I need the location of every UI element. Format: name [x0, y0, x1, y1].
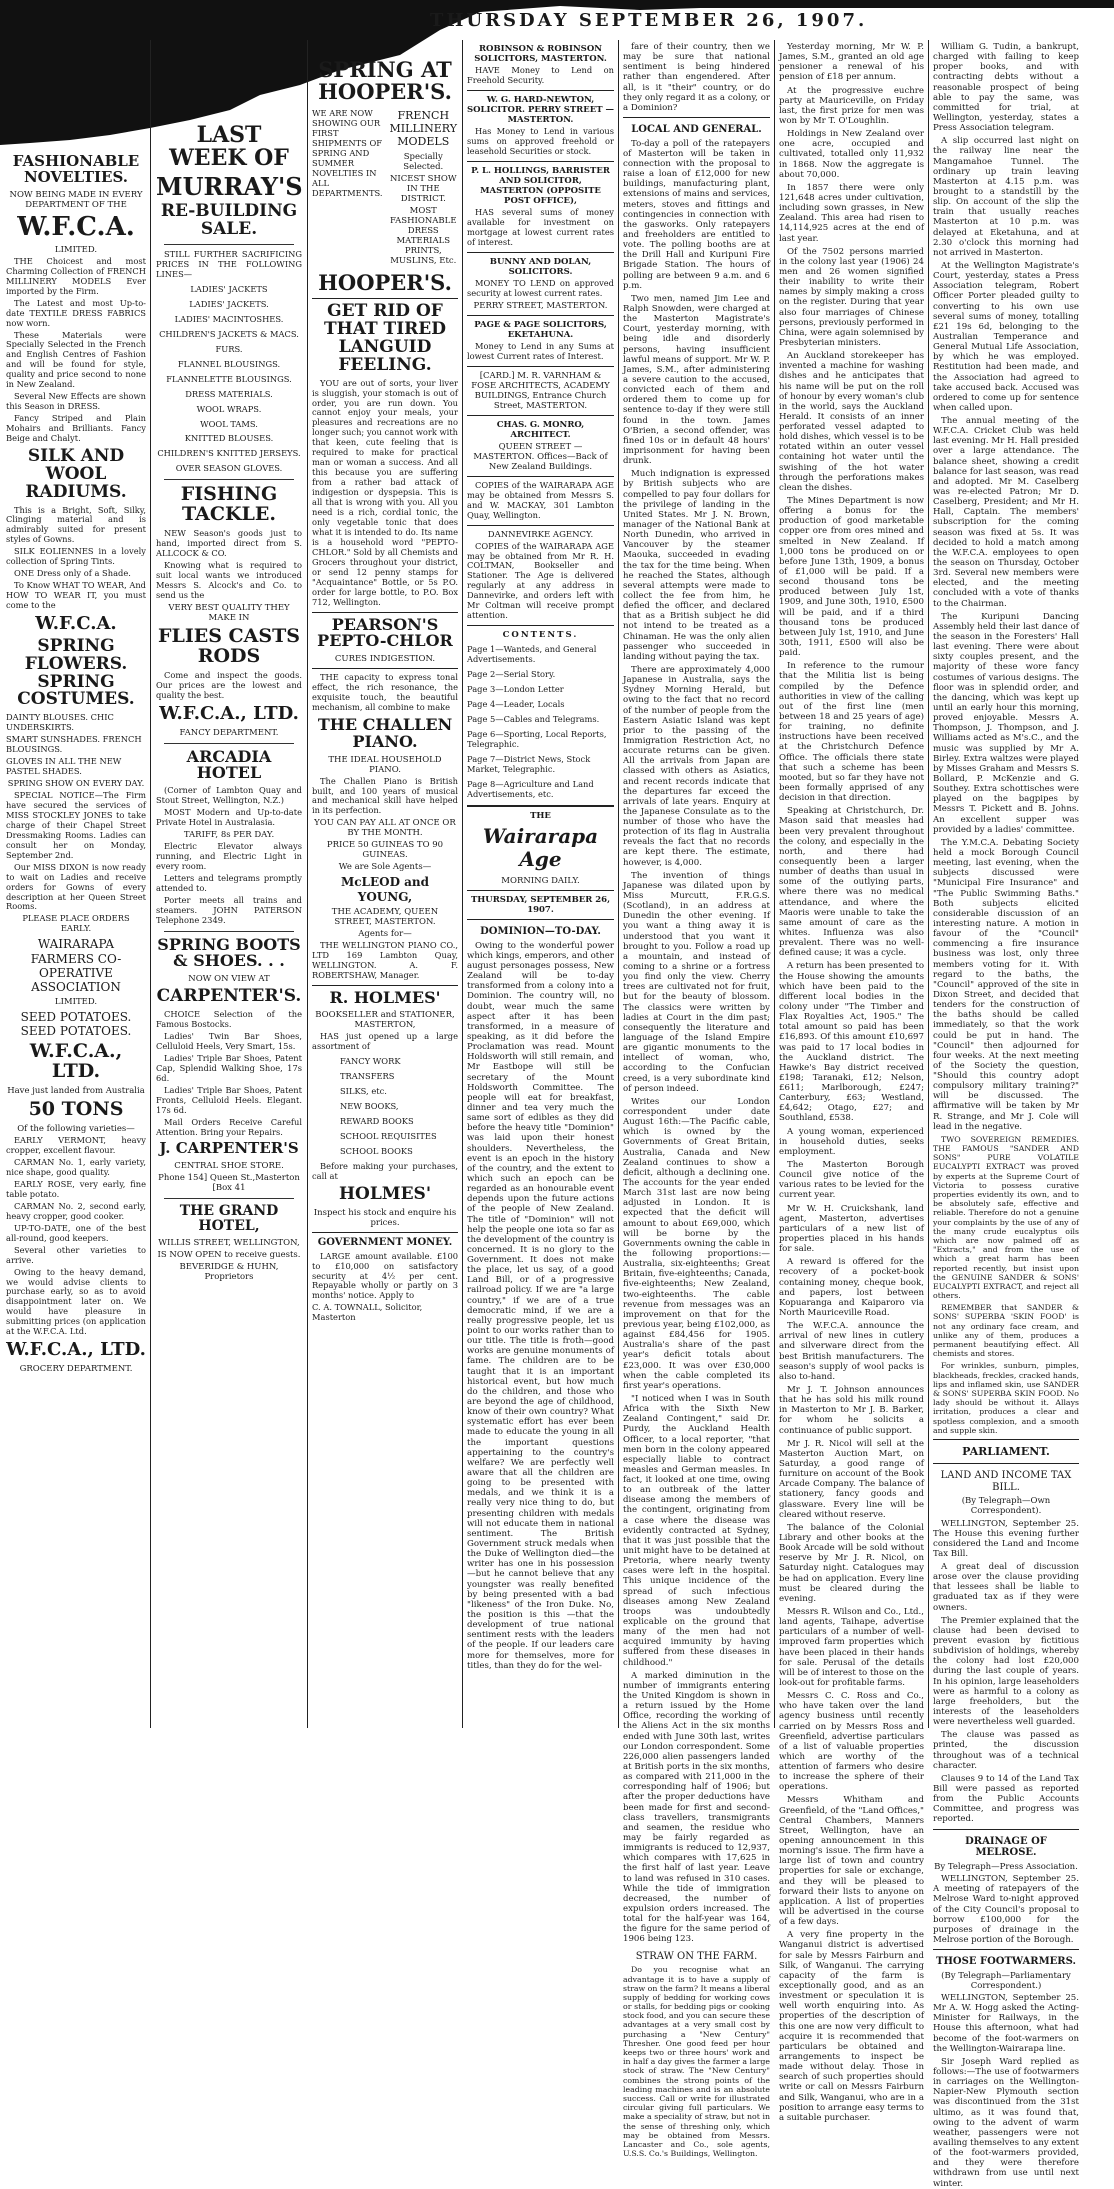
column-rule — [618, 40, 619, 1728]
article-text: Much indignation is expressed by British subjects who are compelled to pay four dollars for the privilege of landing in the United States. Mr J. N. Brown, manager of the National Bank at North Dunedin, who arrived in Vancouver by the steamer Maouka, succeeded in evading the tax for the time being. When he reached the States, although several attempts were made to collect the fee from him, he defied the officer, and declared that as a British subject he did not intend to be treated as a Chinaman. He was the only alien passenger who succeeded in landing without paying the tax. — [623, 469, 770, 662]
ad-heading: FISHING TACKLE. — [180, 483, 278, 526]
divider — [312, 612, 458, 613]
list-item: KNITTED BLOUSES. — [184, 433, 274, 444]
ad-heading: THE GRAND HOTEL, — [179, 1203, 279, 1234]
ad-heading: SPRING AT HOOPER'S. — [318, 57, 452, 105]
ad-heading: SEED POTATOES. SEED POTATOES. — [20, 1009, 132, 1039]
ad-subheading: FANCY DEPARTMENT. — [179, 727, 279, 738]
article-text: Messrs R. Wilson and Co., Ltd., land agents, Taihape, advertise particulars of a number of well-improved farm properties which have been placed in their hands for sale. Perusal of the details will be of interest to those on the look-out for profitable farms. — [779, 1606, 924, 1688]
column-6 — [779, 0, 924, 2123]
article-text: Clauses 9 to 14 of the Land Tax Bill were passed as reported from the Public Accounts Committee, and progress was reported. — [933, 1773, 1079, 1825]
divider — [467, 161, 614, 162]
ad-heading: GOVERNMENT MONEY. — [317, 1236, 453, 1248]
article-text: In 1857 there were only 121,648 acres under cultivation, including sown grasses, in New Zealand. This area had risen to 14,114,925 acres at the end of last year. — [779, 182, 924, 244]
ad-text: LARGE amount available. £100 to £10,000 on satisfactory security at 4½ per cent. Repayable wholly or partly on 3 months' notice. Apply to — [312, 1250, 458, 1301]
ad-subheading: WILLIS STREET, WELLINGTON, — [158, 1237, 300, 1248]
divider — [312, 985, 458, 986]
article-text: Two men, named Jim Lee and Ralph Snowden, were charged at the Masterton Magistrate's Court, yesterday morning, with being idle and disorderly persons, having insufficient lawful means of support. Mr W. P. James, S.M., after administering a severe caution to the accused, convicted each of them and ordered them to come up for sentence to-day if they were still found in the town. James O'Brien, a second offender, was fined 10s or in default 48 hours' imprisonment for having been drunk. — [623, 293, 770, 467]
article-text: Mr W. H. Cruickshank, land agent, Masterton, advertises particulars of a new list of properties placed in his hands for sale. — [779, 1203, 924, 1255]
ad-line: GLOVES IN ALL THE NEW PASTEL SHADES. — [6, 756, 122, 777]
divider — [467, 890, 614, 891]
article-text: Mr J. R. Nicol will sell at the Masterton Auction Mart, on Saturday, a good range of furniture on account of the Book Arcade Company. The balance of stationery, fancy goods and glassware. Every line will be cleared without reserve. — [779, 1438, 924, 1520]
ad-text: Our MISS DIXON is now ready to wait on Ladies and receive orders for Gowns of every description at her Queen Street Rooms. — [6, 861, 146, 912]
ad-heading: GET RID OF THAT TIRED LANGUID FEELING. — [324, 301, 446, 375]
article-text: In reference to the rumour that the Militia list is being compiled by the Defence authorities in view of the calling out of the first line (men between 18 and 25 years of age) for training, no definite instructions have been received at the Christchurch Defence Office. The officials there state that such a scheme has been mooted, but so far they have not been formally apprised of any decision in that direction. — [779, 661, 924, 804]
ad-text: Before making your purchases, call at — [312, 1161, 458, 1181]
divider — [164, 479, 294, 480]
column-2 — [156, 0, 302, 1736]
ad-subheading: CENTRAL SHOE STORE. — [174, 1161, 284, 1172]
ad-text: C. A. TOWNALL, Solicitor, Masterton — [312, 1302, 423, 1323]
divider — [312, 1232, 458, 1233]
card-heading: BUNNY AND DOLAN, SOLICITORS. — [489, 256, 592, 277]
ad-heading: W.F.C.A., LTD. — [159, 702, 299, 724]
ad-text: These Materials were Specially Selected in the French and English Centres of Fashion and will be found for style, quality and price second to none in New Zealand. — [6, 329, 146, 390]
ad-text: CARMAN No. 1, early variety, nice shape, good quality. — [6, 1157, 146, 1177]
card-heading: DANNEVIRKE AGENCY. — [487, 529, 594, 540]
ad-subheading: THE IDEAL HOUSEHOLD PIANO. — [328, 754, 442, 775]
card-text: COPIES of the WAIRARAPA AGE may be obtained from Messrs S. and W. MACKAY, 301 Lambton Quay, Wellington. — [467, 479, 614, 520]
column-rule — [307, 40, 308, 1728]
divider — [933, 1463, 1079, 1464]
article-text: The W.F.C.A. announce the arrival of new lines in cutlery and silverware direct from the best British manufacturers. The season's supply of wool packs is also to-hand. — [779, 1321, 924, 1382]
divider — [164, 931, 294, 932]
ad-subheading: Specially Selected. — [403, 152, 444, 173]
ad-line: DAINTY BLOUSES. CHIC UNDERSKIRTS. — [6, 712, 114, 733]
ad-text: Fancy Striped and Plain Mohairs and Brilliants. Fancy Beige and Chalyt. — [6, 413, 146, 444]
ad-subheading: GROCERY DEPARTMENT. — [19, 1364, 133, 1375]
divider — [623, 117, 770, 118]
leader-text: Owing to the wonderful power which kings, emperors, and other august personages possess, New Zealand will be to-day transformed from a colony into a Dominion. The country will, no doubt, wear much the same aspect after it has been transformed, in a measure of speaking, as it did before the Proclamation was read. Mount Holdsworth will still remain, and Mr Eastbope will still be secretary of the Mount Holdsworth Committee. The people will eat for breakfast, dinner and tea very much the same sort of edibles as they did before the heavy title "Dominion" was laid upon their honest shoulders. Nevertheless, the event is an epoch in the history of the country, and the extent to which such an epoch can be regarded as an honourable event depends upon the future actions of the people of New Zealand. The title of "Dominion" will not help the people one iota so far as the development of the country is concerned. It is no glory to the Government. It does not make the place, let us say, of a good Land Bill, or of a progressive railroad policy. If we are "a large country," if we are of a true democratic mind, if we are a really progressive people, let us point to our works rather than to our title. The title is froth—good works are genuine monuments of fame. The children are to be taught that it is an important historical event, but how much do the children, and those who are beyond the age of childhood, know of their own country? What systematic effort has ever been made to educate the young in all the important questions appertaining to the country's welfare? We are perfectly well aware that all the children are going to be presented with medals, and we think it is a really very nice thing to do, but presenting children with medals will not educate them in national sentiment. The British Government struck medals when the Duke of Wellington died—the writer has one in his possession—but he cannot believe that any youngster was really benefited by being presented with a bad "likeness" of the Iron Duke. No, the position is this —that the development of true national sentiment rests with the leaders of the people. If our leaders care more for themselves, more for titles, than they do for the wel- — [467, 940, 614, 1671]
ad-text: STILL FURTHER SACRIFICING PRICES IN THE FOLLOWING LINES— — [156, 249, 302, 279]
section-headline: LOCAL AND GENERAL. — [631, 123, 762, 135]
divider — [467, 919, 614, 920]
article-text: The clause was passed as printed, the discussion throughout was of a technical character. — [933, 1730, 1079, 1771]
ad-heading: SPRING BOOTS & SHOES. . . — [157, 934, 301, 971]
article-text: Mr J. T. Johnson announces that he has sold his milk round in Masterton to Mr J. B. Barker, for whom he solicits a continuance of public support. — [779, 1385, 924, 1436]
leader-headline: DOMINION—TO-DAY. — [480, 925, 601, 937]
ad-heading: W.F.C.A., LTD. — [6, 1339, 146, 1361]
section-headline: STRAW ON THE FARM. — [635, 1950, 758, 1962]
ad-subheading: CURES INDIGESTION. — [334, 654, 436, 665]
list-item: Page 1—Wanteds, and General Advertisements. — [467, 644, 597, 665]
ad-heading: RE-BUILDING SALE. — [160, 201, 298, 240]
list-item: REWARD BOOKS — [340, 1116, 414, 1127]
article-text: Holdings in New Zealand over one acre, occupied and cultivated, totalled only 11,932 in 1868. Now the aggregate is about 70,000. — [779, 129, 924, 180]
divider — [933, 1949, 1079, 1950]
divider — [467, 805, 614, 807]
list-item: FURS. — [215, 343, 243, 354]
list-item: CHILDREN'S JACKETS & MACS. — [159, 328, 299, 339]
column-1 — [6, 0, 146, 1736]
article-text: A reward is offered for the recovery of a pocket-book containing money, cheque book, and papers, lost between Kopuaranga and Kaiparoro via North Mauriceville Road. — [779, 1257, 924, 1319]
divider — [467, 252, 614, 253]
ad-text: Porter meets all trains and steamers. JOHN PATERSON Telephone 2349. — [156, 894, 302, 925]
card-text: Has Money to Lend in various sums on approved freehold or leasehold Securities or stock. — [467, 125, 614, 156]
dateline: THURSDAY, SEPTEMBER 26, 1907. — [470, 894, 611, 915]
article-text: Of the 7502 persons married in the colony last year (1906) 24 men and 26 women signified their inability to write their names by simply making a cross on the register. During that year also four marriages of Chinese persons, previously performed in China, were again solemnised by Presbyterian ministers. — [779, 246, 924, 348]
ad-subheading: LIMITED. — [54, 244, 98, 255]
article-text: At the progressive euchre party at Mauriceville, on Friday last, the first prize for men was won by Mr T. O'Loughlin. — [779, 85, 924, 126]
ad-text: ONE Dress only of a Shade. — [14, 568, 131, 579]
divider — [164, 1198, 294, 1199]
ad-text: THE capacity to express tonal effect, the rich resonance, the exquisite touch, the beautiful mechanism, all combine to make — [312, 672, 458, 712]
ad-heading: J. CARPENTER'S — [159, 1139, 299, 1158]
column-rule — [774, 40, 775, 1728]
ad-text: MOST Modern and Up-to-date Private Hotel in Australasia. — [156, 807, 302, 827]
ad-text: Electric Elevator always running, and Electric Light in every room. — [156, 840, 302, 871]
article-text: "I noticed when I was in South Africa with the Sixth New Zealand Contingent," said Dr. Purdy, the Auckland Health Officer, to a local reporter, "that men born in the colony appeared especially liable to contract measles and German measles. In fact, it looked at one time, owing to an outbreak of the latter disease among the members of the contingent, originating from a case where the disease was evidently contracted at Sydney, that it was just possible that the unit might have to be detained at Pretoria, where nearly twenty cases were left in the hospital. This unique incidence of the spread of such infectious diseases among New Zealand troops was undoubtedly explicable on the ground that many of the men had not acquired immunity by having suffered from these diseases in childhood." — [623, 1393, 770, 1668]
ad-text: Mail Orders Receive Careful Attention. Bring your Repairs. — [156, 1116, 302, 1137]
ad-subheading: NOW BEING MADE IN EVERY DEPARTMENT OF THE — [9, 189, 143, 210]
ad-text: Ladies' Triple Bar Shoes, Patent Cap, Splendid Walking Shoe, 17s 6d. — [156, 1052, 302, 1083]
card-heading: [CARD.] M. R. VARNHAM & FOSE ARCHITECTS, ACADEMY BUILDINGS, Entrance Church Street, MASTERTON. — [471, 370, 610, 411]
card-heading: PAGE & PAGE SOLICITORS, EKETAHUNA. — [474, 319, 607, 340]
ad-subheading: Phone 154] Queen St.,Masterton [Box 41 — [158, 1173, 300, 1194]
article-text: A marked diminution in the number of immigrants entering the United Kingdom is shown in a return issued by the Home Office, recording the working of the Aliens Act in the six months ended with June 30th last, writes our London correspondent. Some 226,000 alien passengers landed at British ports in the six months, as compared with 211,000 in the corresponding half of 1906; but after the proper deductions have been made for first and second-class travellers, transmigrants and seamen, the residue who may be fairly regarded as immigrants is reduced to 12,937, which compares with 17,625 in the first half of last year. Leave to land was refused in 310 cases. While the tide of immigration decreased, the number of expulsion orders increased. The total for the half-year was 164, the figure for the same period of 1906 being 123. — [623, 1670, 770, 1945]
divider — [164, 743, 294, 744]
card-heading: P. L. HOLLINGS, BARRISTER AND SOLICITOR, MASTERTON (OPPOSITE POST OFFICE), — [471, 165, 610, 206]
article-text: William G. Tudin, a bankrupt, charged with failing to keep proper books, and with contracting debts without a reasonable prospect of being able to pay the same, was committed for trial, at Wellington, yesterday, states a Press Association telegram. — [933, 42, 1079, 134]
dispatch-source: By Telegraph—Press Association. — [934, 1862, 1078, 1873]
ad-heading: R. HOLMES' — [329, 987, 441, 1007]
ad-heading: SILK AND WOOL RADIUMS. — [25, 446, 127, 502]
divider — [467, 90, 614, 91]
list-item: Page 7—District News, Stock Market, Telegraphic. — [467, 753, 591, 774]
section-headline: PARLIAMENT. — [962, 1444, 1050, 1458]
ad-line: SPRING SHOW ON EVERY DAY. — [7, 778, 145, 789]
article-text: To-day a poll of the ratepayers of Masterton will be taken in connection with the proposal to raise a loan of £12,000 for new buildings, manufacturing plant, extensions of mains and services, meters, stoves and fittings and contingencies in connection with the gasworks. Only ratepayers and freeholders are entitled to vote. The polling booths are at the Drill Hall and Kuripuni Fire Brigade Station. The hours of polling are between 9 a.m. and 6 p.m. — [623, 138, 770, 291]
ad-subheading: Have just landed from Australia — [7, 1086, 145, 1097]
card-text: HAVE Money to Lend on Freehold Security. — [467, 65, 614, 85]
column-5 — [623, 0, 770, 2159]
article-text: Messrs Whitham and Greenfield, of the "Land Offices," Central Chambers, Manners Street, Wellington, have an opening announcement in this morning's issue. The firm have a large list of town and country properties for sale or exchange, and they will be pleased to forward their lists to anyone on application. A list of properties will be advertised in the course of a few days. — [779, 1795, 924, 1928]
list-item: LADIES' JACKETS — [190, 283, 268, 294]
article-text: An Auckland storekeeper has invented a machine for washing dishes and he anticipates that his name will be put on the roll of honour by every woman's club in the world, says the Auckland Herald. It consists of an inner perforated vessel adapted to hold dishes, which vessel is to be rotated within an outer vessel containing hot water until the swishing of the hot water through the perforations makes clean the dishes. — [779, 351, 924, 493]
ad-subheading: BEVERIDGE & HUHN, Proprietors — [179, 1261, 279, 1282]
list-item: Page 5—Cables and Telegrams. — [467, 713, 600, 724]
divider — [467, 625, 614, 626]
list-item: WOOL TAMS. — [200, 418, 258, 429]
ad-heading: W.F.C.A. — [17, 211, 135, 242]
ad-subheading: Inspect his stock and enquire his prices. — [313, 1207, 457, 1228]
card-text: COPIES of the WAIRARAPA AGE may be obtained from Mr R. H. COLTMAN, Bookseller and Stationer. The Age is delivered regularly at any address in Dannevirke, and orders left with Mr Coltman will receive prompt attention. — [467, 540, 614, 621]
list-item: LADIES' MACINTOSHES. — [174, 313, 284, 324]
list-item: FLANNEL BLOUSINGS. — [177, 358, 281, 369]
issue-date: THURSDAY SEPTEMBER 26, 1907. — [430, 10, 868, 31]
ad-text: CHOICE Selection of the Famous Bostocks. — [156, 1009, 302, 1029]
article-text: A very fine property in the Wanganui district is advertised for sale by Messrs Fairburn and Silk, of Wanganui. The carrying capacity of the farm is exceptionally good, and as an investment or speculation it is well worth enquiring into. As properties of the description of this one are now very difficult to acquire it is recommended that particulars be obtained and arrangements to inspect be made without delay. Those in search of such properties should write or call on Messrs Fairburn and Silk, Wanganui, who are in a position to arrange easy terms to a suitable purchaser. — [779, 1930, 924, 2123]
article-text: A young woman, experienced in household duties, seeks employment. — [779, 1126, 924, 1157]
ad-heading: FLIES CASTS RODS — [158, 624, 300, 667]
card-text: MONEY TO LEND on approved security at lowest current rates. — [467, 277, 614, 298]
section-headline: LAND AND INCOME TAX BILL. — [940, 1469, 1072, 1493]
ad-right — [389, 107, 458, 268]
list-item: Page 3—London Letter — [467, 684, 564, 695]
ad-text: The Challen Piano is British built, and 100 years of musical and mechanical skill have helped in its perfection. — [312, 775, 458, 816]
ad-subheading: LIMITED. — [54, 996, 98, 1007]
ad-text: This is a Bright, Soft, Silky, Clinging material and is admirably suited for present styles of Gowns. — [6, 504, 146, 545]
ad-text: Come and inspect the goods. Our prices are the lowest and quality the best. — [156, 669, 302, 700]
ad-text: SPECIAL NOTICE—The Firm have secured the services of MISS STOCKLEY JONES to take charge of their Chapel Street Dressmaking Rooms. Ladies can consult her on Monday, September 2nd. — [6, 790, 146, 860]
ad-heading: LAST WEEK OF — [169, 122, 289, 172]
article-text: The Premier explained that the clause had been devised to prevent evasion by fictitious subdivision of holdings, whereby the colony had lost £20,000 during the last couple of years. In his opinion, large leaseholders were as harmful to a colony as large freeholders, but the interests of the leaseholders were nevertheless well guarded. — [933, 1615, 1079, 1728]
ad-text: To Know WHAT TO WEAR, And HOW TO WEAR IT, you must come to the — [6, 580, 146, 611]
contents-heading: CONTENTS. — [502, 630, 579, 641]
article-text: The Masterton Borough Council give notice of the various rates to be levied for the current year. — [779, 1160, 924, 1201]
sale-item-list — [156, 285, 302, 474]
divider — [933, 1829, 1079, 1830]
ad-heading: McLEOD and YOUNG, — [340, 875, 430, 904]
article-text: The invention of things Japanese was dilated upon by Miss Murcutt, F.R.G.S. (Scotland), in an address at Dunedin the other evening. If you want a thing away it is understood that you want it brought to you. Follow a road up a mountain, and instead of coming to a shrine or a fortress you find only the view. Cherry trees are cultivated not for fruit, but for the beauty of blossom. The classics were written by ladies at Court in the dim past; consequently the literature and language of the Island Empire are gigantic monuments to the intellect of woman, who, according to the Confucian creed, is a very subordinate kind of person indeed. — [623, 870, 770, 1094]
ad-subheading: Of the following varieties— — [17, 1124, 135, 1135]
article-text: There are approximately 4,000 Japanese in Australia, says the Sydney Morning Herald, but owing to the fact that no record of the number of people from the Eastern Asiatic Island was kept prior to the passing of the Immigration Restriction Act, no accurate returns can be given. All the arrivals from Japan are classed with others as Asiatics, and recent records indicate that the departures far exceed the arrivals of late years. Enquiry at the Japanese Consulate as to the number of those who have the protection of its flag in Australia reveals the fact that no records are kept there. The estimate, however, is 4,000. — [623, 664, 770, 868]
list-item: NEW BOOKS, — [340, 1101, 399, 1112]
article-text: WELLINGTON, September 25. The House this evening further considered the Land and Income Tax Bill. — [933, 1518, 1079, 1559]
article-text: A great deal of discussion arose over the clause providing that lessees shall be liable to graduated tax as if they were owners. — [933, 1562, 1079, 1613]
column-rule — [462, 40, 463, 1728]
list-item: SCHOOL BOOKS — [340, 1146, 413, 1157]
ad-subheading: PRICE 50 GUINEAS TO 90 GUINEAS. — [326, 840, 444, 861]
article-text: A return has been presented to the House showing the amounts which have been paid to the different local bodies in the colony under "The Timber and Flax Royalties Act, 1905." The total amount so paid has been £16,893. Of this amount £10,697 was paid to 17 local bodies in the Auckland district. The Hawke's Bay district received £198; Taranaki, £12; Nelson, £611; Marlborough, £247; Canterbury, £63; Westland, £4,642; Otago, £27; and Southland, £538. — [779, 961, 924, 1124]
ad-line: PLEASE PLACE ORDERS EARLY. — [22, 913, 130, 934]
article-text: WELLINGTON, September 25. A meeting of ratepayers of the Melrose Ward to-night approved of the City Council's proposal to borrow £100,000 for the purposes of drainage in the Melrose portion of the Borough. — [933, 1874, 1079, 1946]
ad-text: Ladies' Triple Bar Shoes, Patent Fronts, Celluloid Heels. Elegant. 17s 6d. — [156, 1084, 302, 1115]
list-item: OVER SEASON GLOVES. — [175, 463, 283, 474]
divider — [467, 476, 614, 477]
ad-subheading: NICEST SHOW IN THE DISTRICT. — [389, 174, 457, 205]
ad-heading: FRENCH MILLINERY MODELS — [389, 109, 457, 149]
ad-heading: THE CHALLEN PIANO. — [317, 714, 453, 751]
ad-heading: W.F.C.A., LTD. — [29, 1040, 123, 1083]
card-heading: CHAS. G. MONRO, ARCHITECT. — [496, 419, 585, 440]
article-text: The Kuripuni Dancing Assembly held their last dance of the season in the Foresters' Hall last evening. There were about sixty couples present, and the majority of these wore fancy costumes of various designs. The floor was in splendid order, and the dancing, which was kept up until an early hour this morning, proved enjoyable. Messrs A. Thompson, J. Thompson, and J. Williams acted as M's.C., and the music was supplied by Mr A. Birley. Extra waltzes were played by Misses Graham and Messrs S. Bollard, P. McKenzie and G. Southey. Extra schottisches were played on the bagpipes by Messrs T. Pickett and B. Johns. An excellent supper was provided by a ladies' committee. — [933, 611, 1079, 835]
list-item: Page 2—Serial Story. — [467, 669, 556, 680]
article-text: WELLINGTON, September 25. Mr A. W. Hogg asked the Acting-Minister for Railways, in the House this afternoon, what had become of the foot-warmers on the Wellington-Wairarapa line. — [933, 1993, 1079, 2054]
ad-subheading: BOOKSELLER and STATIONER, MASTERTON, — [315, 1010, 455, 1031]
article-text: A slip occurred last night on the railway line near the Mangamahoe Tunnel. The ordinary up train leaving Masterton at 4.15 p.m. was brought to a standstill by the slip. On account of the slip the train that usually reaches Masterton at 10 p.m. was delayed at Eketahuna, and at 2.30 o'clock this morning had not arrived in Masterton. — [933, 136, 1079, 258]
article-text: TWO SOVEREIGN REMEDIES. THE FAMOUS "SANDER AND SONS" PURE VOLATILE EUCALYPTI EXTRACT was proved by experts at the Supreme Court of Victoria to possess curative properties evidently its own, and to be absolutely safe, effective and reliable. Therefore do not a genuine your complaints by the use of any of the many crude eucalyptus oils which are now palmed off as "Extracts," and from the use of which a great harm has been reported recently, but insist upon the GENUINE SANDER & SONS' EUCALYPTI EXTRACT, and reject all others. — [933, 1134, 1079, 1301]
ad-heading: SPRING FLOWERS. SPRING COSTUMES. — [17, 635, 135, 710]
ad-text: Ladies' Twin Bar Shoes, Celluloid Heels, Very Smart, 15s. — [156, 1030, 302, 1051]
dispatch-source: (By Telegraph—Own Correspondent). — [961, 1496, 1051, 1517]
ad-heading: ARCADIA HOTEL — [186, 746, 272, 783]
ad-subheading: TARIFF, 8s PER DAY. — [183, 829, 275, 840]
divider — [164, 244, 294, 245]
ad-subheading: THE ACADEMY, QUEEN STREET, MASTERTON. — [331, 906, 439, 927]
stock-item-list — [312, 1057, 458, 1157]
ad-text: The Latest and most Up-to-date TEXTILE DRESS FABRICS now worn. — [6, 297, 146, 328]
ad-heading: 50 TONS — [28, 1098, 124, 1121]
ad-text: EARLY ROSE, very early, fine table potato. — [6, 1178, 146, 1199]
ad-text: WE ARE NOW SHOWING OUR FIRST SHIPMENTS OF SPRING AND SUMMER NOVELTIES IN ALL DEPARTMENTS. — [312, 108, 383, 198]
list-item: DRESS MATERIALS. — [185, 388, 273, 399]
article-text: The annual meeting of the W.F.C.A. Cricket Club was held last evening. Mr H. Hall presided over a large attendance. The balance sheet, showing a credit balance for last season, was read and adopted. Mr M. Caselberg was re-elected Patron; Mr D. Caselberg, President; and Mr H. Hall, Captain. The members' subscription for the coming season was fixed at 5s. It was decided to hold a match among the W.F.C.A. employees to open the season on Thursday, October 3rd. Several new members were elected, and the meeting concluded with a vote of thanks to the Chairman. — [933, 416, 1079, 609]
article-text: REMEMBER that SANDER & SONS' SUPERBA 'SKIN FOOD' is not any ordinary face cream, and unlike any of them, produces a permanent beautifying effect. All chemists and stores. — [933, 1303, 1079, 1359]
list-item: SCHOOL REQUISITES — [340, 1131, 437, 1142]
list-item: Page 4—Leader, Locals — [467, 699, 565, 710]
article-text: At the Wellington Magistrate's Court, yesterday, states a Press Association telegram, Robert Officer Porter pleaded guilty to converting to his own use several sums of money, totalling £21 19s 6d, belonging to the Australian Temperance and General Mutual Life Association, by which he was employed. Restitution had been made, and the Association had agreed to take accused back. Accused was ordered to come up for sentence when called upon. — [933, 260, 1079, 413]
ad-line: SMART SUNSHADES. FRENCH BLOUSINGS. — [6, 734, 142, 755]
ad-text: EARLY VERMONT, heavy cropper, excellent flavour. — [6, 1135, 146, 1156]
list-item: FLANNELETTE BLOUSINGS. — [166, 373, 292, 384]
ad-text: UP-TO-DATE, one of the best all-round, good keepers. — [6, 1222, 146, 1243]
article-text: The balance of the Colonial Library and other books at the Book Arcade will be sold without reserve by Mr J. R. Nicol, on Saturday night. Catalogues may be had on application. Every line must be cleared during the evening. — [779, 1522, 924, 1604]
ad-text: Knowing what is required to suit local wants we introduced Messrs S. Alcock's and Co. to send us the — [156, 560, 302, 600]
ad-heading: PEARSON'S PEPTO-CHLOR — [317, 614, 453, 651]
divider — [467, 366, 614, 367]
article-text: Speaking at Christchurch, Dr. Mason said that measles had been very prevalent throughout the colony, and especially in the north, and there had consequently been a larger number of deaths than usual in some of the outlying parts, where there was no medical attendance, and where the Maoris were unable to take the same amount of care as the whites. Influenza was also prevalent. There was no well-defined cause; it was a cycle. — [779, 806, 924, 959]
ad-text: THE Choicest and most Charming Collection of FRENCH MILLINERY MODELS Ever imported by the Firm. — [6, 255, 146, 296]
ad-heading: CARPENTER'S. — [156, 986, 302, 1007]
ad-subheading: Agents for— — [358, 928, 412, 939]
ad-text: Several other varieties to arrive. — [6, 1244, 146, 1265]
paper-subtitle: MORNING DAILY. — [501, 875, 580, 886]
column-7 — [933, 0, 1079, 2189]
article-text: Messrs C. C. Ross and Co., who have taken over the land agency business until recently carried on by Messrs Ross and Greenfield, advertise particulars of a list of valuable properties which are worthy of the attention of farmers who desire to increase the sphere of their operations. — [779, 1691, 924, 1793]
ad-subheading: MOST FASHIONABLE DRESS MATERIALS PRINTS, MUSLINS, Etc. — [390, 206, 457, 267]
ad-text: SILK EOLIENNES in a lovely collection of Spring Tints. — [6, 546, 146, 567]
ad-two-col — [312, 107, 458, 268]
ad-heading: HOOPER'S. — [318, 270, 452, 296]
list-item: CHILDREN'S KNITTED JERSEYS. — [157, 448, 301, 459]
article-text: Writes our London correspondent under date August 16th:—The Pacific cable, which is owned by the Governments of Great Britain, Australia, Canada and New Zealand continues to show a deficit, although a declining one. The accounts for the year ended March 31st last are now being adjusted in London. It is expected that the deficit will amount to about £69,000, which will be borne by the Governments owning the cable in the following proportions:—Australia, six-eighteenths; Great Britain, five-eighteenths; Canada, five-eighteenths; New Zealand, two-eighteenths. The cable revenue from messages was an improvement on that for the previous year, being £102,000, as against £84,456 for 1905. Australia's share of the past year's deficit totals about £23,000. It was over £30,000 when the cable completed its first year's operations. — [623, 1096, 770, 1391]
column-4 — [467, 0, 614, 1736]
article-text: fare of their country, then we may be sure that national sentiment is being hindered rather than engendered. After all, is it "their" country, or do they only regard it as a colony, or a Dominion? — [623, 42, 770, 113]
ad-subheading: IS NOW OPEN to receive guests. — [157, 1249, 301, 1260]
ad-subheading: VERY BEST QUALITY THEY MAKE IN — [168, 602, 290, 623]
list-item: LADIES' JACKETS. — [189, 298, 269, 309]
ad-text: THE WELLINGTON PIANO CO., LTD 169 Lambton Quay, WELLINGTON. A. F. ROBERTSHAW, Manager. — [312, 939, 458, 980]
column-rule — [150, 40, 151, 1728]
ad-text: YOU are out of sorts, your liver is sluggish, your stomach is out of order, you are run down. You cannot enjoy your meals, your pleasures and recreations are no longer such; you cannot work with that keen, cute feeling that is required to make for practical man or woman a success. And all this because you are suffering from a rather bad attack of indigestion or dyspepsia. This is all that is wrong with you. All you need is a rich, cordial tonic, the only vegetable tonic that does what it is intended to do. Its name is a household word "PEPTO-CHLOR." Sold by all Chemists and Grocers throughout your district, or send 12 penny stamps for "Acquaintance" Bottle, or 5s P.O. order for large bottle, to P.O. Box 712, Wellington. — [312, 377, 458, 607]
ad-heading: HOLMES' — [338, 1183, 432, 1204]
list-item: Page 8—Agriculture and Land Advertisements, etc. — [467, 778, 594, 799]
article-text: Do you recognise what an advantage it is to have a supply of straw on the farm? It means a liberal supply of bedding for working cows or stalls, for bedding pigs or cooking stock food, and you can secure these advantages at a very small cost by purchasing a "New Century" Thresher. One good feed per hour keeps two or three hours' work and in half a day gives the farmer a large stock of straw. The "New Century" combines the strong points of the leading machines and is an absolute success. Call or write for illustrated circular giving full particulars. We make a speciality of straw, but not in the sense of threshing only, which may be obtained from Messrs. Lancaster and Co., sole agents, U.S.S. Co.'s Buildings, Wellington. — [623, 1965, 770, 2159]
list-item: FANCY WORK — [340, 1056, 401, 1067]
paper-title: Wairarapa Age — [482, 823, 599, 872]
ad-text: (Corner of Lambton Quay and Stout Street, Wellington, N.Z.) — [156, 785, 302, 806]
card-text: Money to Lend in any Sums at lowest Current rates of Interest. — [467, 340, 614, 361]
section-headline: DRAINAGE OF MELROSE. — [965, 1835, 1047, 1859]
ad-subheading: NOW ON VIEW AT — [188, 974, 270, 985]
article-text: The Y.M.C.A. Debating Society held a mock Borough Council meeting, last evening, when the subjects discussed were "Municipal Fire Insurance" and "The Public Swimming Baths." Both subjects elicited considerable discussion of an interesting nature. A motion in favour of the "Council" commencing a fire insurance business was lost, only three members voting for it. With regard to the baths, the "Council" approved of the site in Dixon Street, and decided that tenders for the construction of the baths should be called immediately, so that the work could be put in hand. The "Council" then adjourned for four weeks. At the next meeting of the Society the question, "Should this country adopt compulsory military training?" will be discussed. The affirmative will be taken by Mr R. Strange, and Mr J. Cole will lead in the negative. — [933, 837, 1079, 1132]
contents-list — [467, 645, 614, 799]
ad-text: Letters and telegrams promptly attended to. — [156, 872, 302, 893]
section-headline: THOSE FOOTWARMERS. — [936, 1956, 1076, 1968]
column-rule — [928, 40, 929, 1728]
dispatch-source: (By Telegraph—Parliamentary Correspondent.) — [941, 1970, 1071, 1991]
ad-text: Owing to the heavy demand, we would advise clients to purchase early, so as to avoid disappointment later on. We would have pleasure in submitting prices (on application at the W.F.C.A. Ltd. — [6, 1266, 146, 1337]
divider — [933, 1439, 1079, 1440]
list-item: Page 6—Sporting, Local Reports, Telegraphic. — [467, 728, 607, 749]
divider — [467, 525, 614, 526]
ad-text: Several New Effects are shown this Season in DRESS. — [6, 391, 146, 412]
article-text: The Mines Department is now offering a bonus for the production of good marketable copper ore from ores mined and smelted in New Zealand. If 1,000 tons be produced on or before June 13th, 1909, a bonus of £1,000 will be paid. If a second thousand tons be produced between July 1st, 1909, and June 30th, 1910, £500 will be paid, and if a third thousand tons be produced between July 1st, 1910, and June 30th, 1911, £500 will also be paid. — [779, 496, 924, 659]
list-item: TRANSFERS — [340, 1071, 395, 1082]
divider — [312, 668, 458, 669]
divider — [467, 415, 614, 416]
column-3 — [312, 0, 458, 1736]
ad-text: CARMAN No. 2, second early, heavy cropper, good cooker. — [6, 1200, 146, 1221]
article-text: Sir Joseph Ward replied as follows:—The use of footwarmers in carriages on the Wellington-Napier-New Plymouth section was discontinued from the 31st ultimo, as it was found that, owing to the advent of warm weather, passengers were not availing themselves to any extent of the foot-warmers provided, and they were therefore withdrawn from use until next winter. — [933, 2056, 1079, 2189]
ad-heading: MURRAY'S — [156, 172, 303, 202]
ad-subheading: YOU CAN PAY ALL AT ONCE OR BY THE MONTH. — [314, 818, 456, 839]
ad-subheading: We are Sole Agents— — [338, 862, 432, 873]
card-text: QUEEN STREET — MASTERTON. Offices—Back of New Zealand Buildings. — [473, 441, 608, 472]
ad-text: NEW Season's goods just to hand, imported direct from S. ALLCOCK & CO. — [156, 528, 302, 559]
ad-heading: W.F.C.A. — [35, 613, 117, 635]
divider — [312, 298, 458, 299]
card-heading: W. G. HARD-NEWTON, SOLICITOR. PERRY STREET — MASTERTON. — [467, 94, 614, 125]
ad-heading: FASHIONABLE NOVELTIES. — [12, 152, 140, 186]
card-heading: ROBINSON & ROBINSON SOLICITORS, MASTERTON. — [474, 44, 607, 65]
paper-title-prefix: THE — [530, 810, 551, 821]
divider — [467, 315, 614, 316]
article-text: Yesterday morning, Mr W. P. James, S.M., granted an old age pensioner a renewal of his pension of £18 per annum. — [779, 42, 924, 83]
list-item: SILKS, etc. — [340, 1086, 387, 1097]
card-text: HAS several sums of money available for investment on mortgage at lowest current rates of interest. — [467, 206, 614, 247]
ad-heading: WAIRARAPA FARMERS CO-OPERATIVE ASSOCIATION — [30, 937, 122, 994]
article-text: For wrinkles, sunburn, pimples, blackheads, freckles, cracked hands, lips and inflamed skin, use SANDER & SONS' SUPERBA SKIN FOOD. No lady should be without it. Allays irritation, produces a clear and spotless complexion, and a smooth and supple skin. — [933, 1361, 1079, 1435]
card-text: PERRY STREET, MASTERTON. — [473, 300, 608, 311]
ad-text: HAS just opened up a large assortment of — [312, 1031, 458, 1052]
list-item: WOOL WRAPS. — [196, 403, 262, 414]
